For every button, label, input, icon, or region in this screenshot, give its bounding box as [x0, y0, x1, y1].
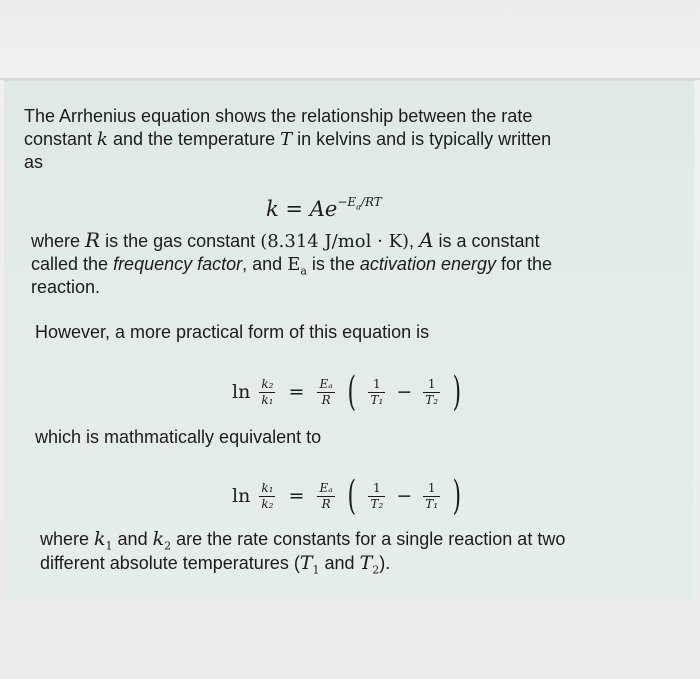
- where-line-1: where R is the gas constant (8.314 J/mol · K), A is a constant: [31, 228, 540, 252]
- equivalent-equation: ln $\frac{\text{k₁}}{\text{k₂}}$ = $\frac{\text{Eₐ}}{R}$ ( $\frac{1}{\text{T₂}}$ − $\frac{1}{\text{T₁}}$ ): [232, 473, 462, 519]
- final-line-1: where $k_1$ and $k_2$ are the rate constants for a single reaction at two: [40, 528, 566, 553]
- equivalent-text: which is mathmatically equivalent to: [35, 427, 322, 447]
- practical-form-text: However, a more practical form of this equation is: [35, 322, 430, 342]
- arrhenius-equation: $k = Ae^{-E_a/RT}$: [266, 195, 382, 221]
- intro-line-3: as: [24, 152, 44, 172]
- where-line-2: called the frequency factor, and $E_a$ is the activation energy for the: [31, 254, 553, 278]
- final-line-2: different absolute temperatures ($T_1$ and $T_2$).: [40, 552, 391, 577]
- intro-line-2: constant k and the temperature T in kelvins and is typically written: [24, 129, 552, 150]
- where-line-3: reaction.: [31, 277, 101, 297]
- intro-line-1: The Arrhenius equation shows the relationship between the rate: [24, 106, 533, 126]
- practical-equation: ln $\frac{\text{k₂}}{\text{k₁}}$ = $\frac{\text{Eₐ}}{R}$ ( $\frac{1}{\text{T₁}}$ − $\frac{1}{\text{T₂}}$ ): [232, 369, 462, 415]
